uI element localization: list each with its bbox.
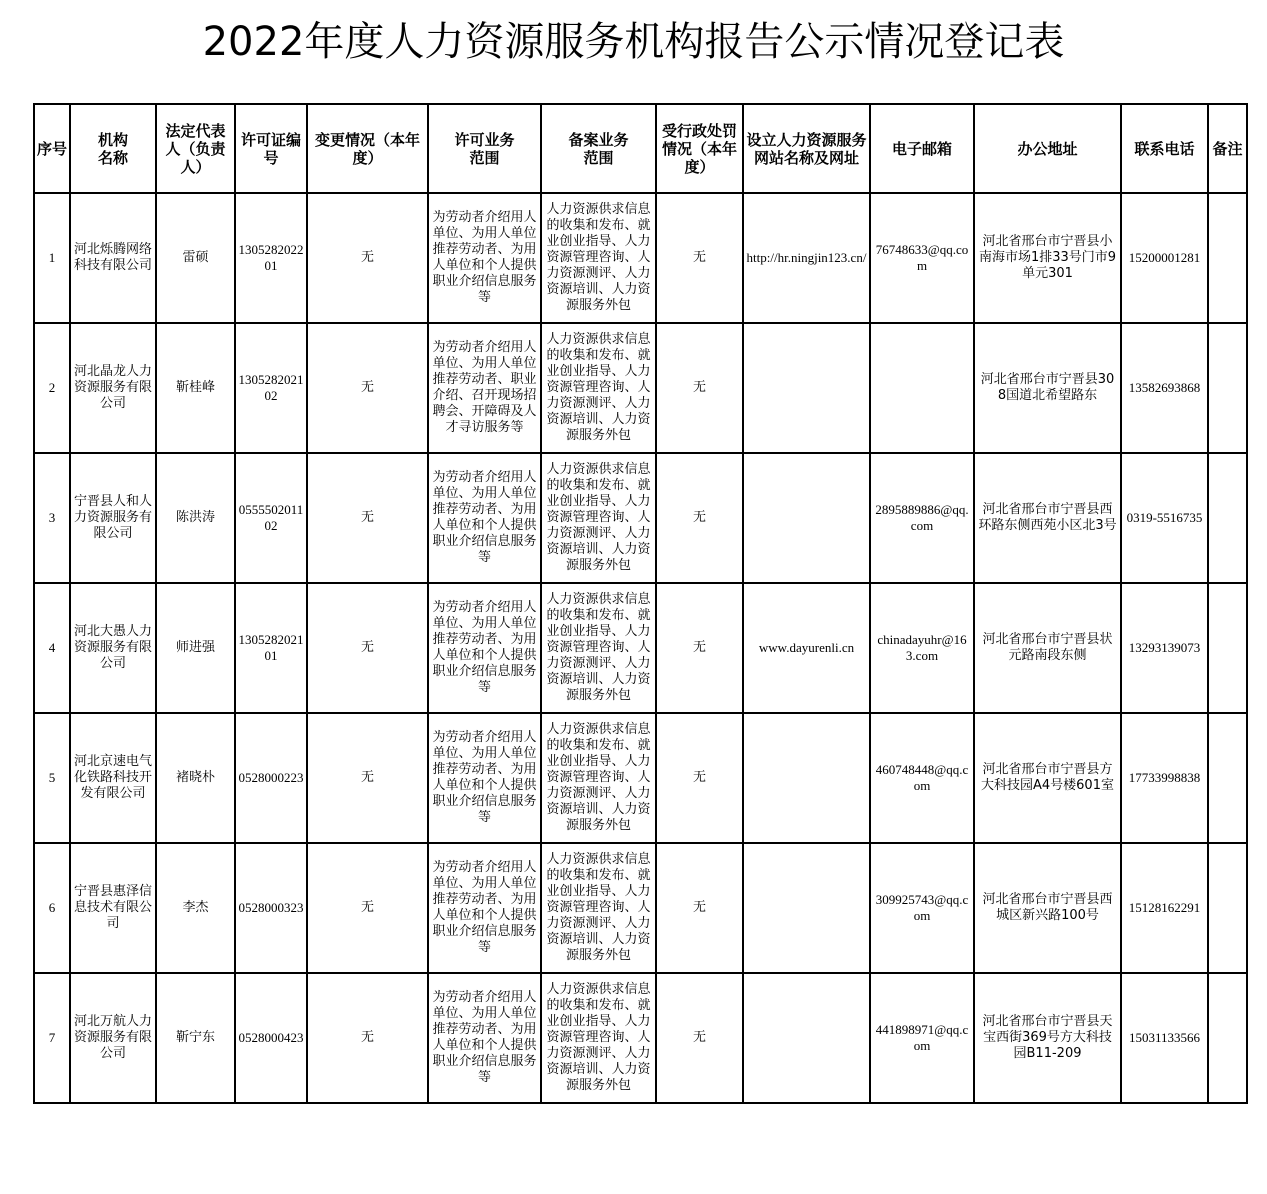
phone-cell: 0319-5516735 [1121, 453, 1208, 583]
change-cell: 无 [307, 323, 428, 453]
header-change: 变更情况（本年度） [307, 104, 428, 193]
seq-cell: 1 [34, 193, 70, 323]
website-cell: http://hr.ningjin123.cn/ [743, 193, 870, 323]
note-cell [1208, 973, 1247, 1103]
phone-cell: 13582693868 [1121, 323, 1208, 453]
note-cell [1208, 193, 1247, 323]
website-cell [743, 713, 870, 843]
license-scope-cell: 为劳动者介绍用人单位、为用人单位推荐劳动者、为用人单位和个人提供职业介绍信息服务等 [428, 193, 541, 323]
address-cell: 河北省邢台市宁晋县方大科技园A4号楼601室 [974, 713, 1121, 843]
change-cell: 无 [307, 583, 428, 713]
header-license: 许可证编号 [235, 104, 307, 193]
note-cell [1208, 713, 1247, 843]
email-cell: chinadayuhr@163.com [870, 583, 974, 713]
seq-cell: 6 [34, 843, 70, 973]
header-seq: 序号 [34, 104, 70, 193]
org-name-cell: 宁晋县人和人力资源服务有限公司 [70, 453, 156, 583]
legal-rep-cell: 褚晓朴 [156, 713, 235, 843]
license-scope-cell: 为劳动者介绍用人单位、为用人单位推荐劳动者、为用人单位和个人提供职业介绍信息服务等 [428, 583, 541, 713]
filing-scope-cell: 人力资源供求信息的收集和发布、就业创业指导、人力资源管理咨询、人力资源测评、人力资源培训、人力资源服务外包 [541, 193, 656, 323]
seq-cell: 2 [34, 323, 70, 453]
change-cell: 无 [307, 193, 428, 323]
license-scope-cell: 为劳动者介绍用人单位、为用人单位推荐劳动者、职业介绍、召开现场招聘会、开障碍及人才寻访服务等 [428, 323, 541, 453]
table-row [34, 323, 1247, 453]
website-cell [743, 973, 870, 1103]
change-cell: 无 [307, 843, 428, 973]
license-number-cell: 0528000223 [235, 713, 307, 843]
header-scope: 许可业务范围 [428, 104, 541, 193]
penalty-cell: 无 [656, 323, 743, 453]
page-title: 2022年度人力资源服务机构报告公示情况登记表 [202, 19, 1065, 65]
website-cell: www.dayurenli.cn [743, 583, 870, 713]
phone-cell: 15200001281 [1121, 193, 1208, 323]
website-cell [743, 453, 870, 583]
change-cell: 无 [307, 973, 428, 1103]
website-cell [743, 843, 870, 973]
legal-rep-cell: 靳宁东 [156, 973, 235, 1103]
license-number-cell: 130528202201 [235, 193, 307, 323]
filing-scope-cell: 人力资源供求信息的收集和发布、就业创业指导、人力资源管理咨询、人力资源测评、人力资源培训、人力资源服务外包 [541, 453, 656, 583]
header-row [34, 104, 1247, 193]
legal-rep-cell: 雷硕 [156, 193, 235, 323]
filing-scope-cell: 人力资源供求信息的收集和发布、就业创业指导、人力资源管理咨询、人力资源测评、人力资源培训、人力资源服务外包 [541, 973, 656, 1103]
table-row [34, 193, 1247, 323]
license-scope-cell: 为劳动者介绍用人单位、为用人单位推荐劳动者、为用人单位和个人提供职业介绍信息服务等 [428, 843, 541, 973]
org-name-cell: 宁晋县惠泽信息技术有限公司 [70, 843, 156, 973]
registration-table [33, 103, 1248, 1104]
seq-cell: 5 [34, 713, 70, 843]
table-row [34, 843, 1247, 973]
email-cell: 76748633@qq.com [870, 193, 974, 323]
license-number-cell: 0528000423 [235, 973, 307, 1103]
address-cell: 河北省邢台市宁晋县小南海市场1排33号门市9单元301 [974, 193, 1121, 323]
penalty-cell: 无 [656, 713, 743, 843]
penalty-cell: 无 [656, 843, 743, 973]
address-cell: 河北省邢台市宁晋县西城区新兴路100号 [974, 843, 1121, 973]
license-scope-cell: 为劳动者介绍用人单位、为用人单位推荐劳动者、为用人单位和个人提供职业介绍信息服务等 [428, 453, 541, 583]
note-cell [1208, 843, 1247, 973]
org-name-cell: 河北烁腾网络科技有限公司 [70, 193, 156, 323]
table-row [34, 973, 1247, 1103]
header-filing: 备案业务范围 [541, 104, 656, 193]
phone-cell: 15128162291 [1121, 843, 1208, 973]
org-name-cell: 河北大愚人力资源服务有限公司 [70, 583, 156, 713]
header-legal: 法定代表人（负责人） [156, 104, 235, 193]
org-name-cell: 河北京速电气化铁路科技开发有限公司 [70, 713, 156, 843]
email-cell: 441898971@qq.com [870, 973, 974, 1103]
penalty-cell: 无 [656, 583, 743, 713]
address-cell: 河北省邢台市宁晋县308国道北希望路东 [974, 323, 1121, 453]
header-org: 机构 名称 [70, 104, 156, 193]
license-number-cell: 0528000323 [235, 843, 307, 973]
license-number-cell: 130528202101 [235, 583, 307, 713]
table-row [34, 453, 1247, 583]
license-scope-cell: 为劳动者介绍用人单位、为用人单位推荐劳动者、为用人单位和个人提供职业介绍信息服务等 [428, 973, 541, 1103]
header-penalty: 受行政处罚情况（本年度） [656, 104, 743, 193]
phone-cell: 15031133566 [1121, 973, 1208, 1103]
table-row [34, 713, 1247, 843]
change-cell: 无 [307, 713, 428, 843]
seq-cell: 7 [34, 973, 70, 1103]
header-email: 电子邮箱 [870, 104, 974, 193]
phone-cell: 13293139073 [1121, 583, 1208, 713]
penalty-cell: 无 [656, 453, 743, 583]
website-cell [743, 323, 870, 453]
table-row [34, 583, 1247, 713]
header-phone: 联系电话 [1121, 104, 1208, 193]
penalty-cell: 无 [656, 193, 743, 323]
email-cell [870, 323, 974, 453]
change-cell: 无 [307, 453, 428, 583]
note-cell [1208, 453, 1247, 583]
email-cell: 460748448@qq.com [870, 713, 974, 843]
legal-rep-cell: 李杰 [156, 843, 235, 973]
note-cell [1208, 323, 1247, 453]
penalty-cell: 无 [656, 973, 743, 1103]
license-number-cell: 130528202102 [235, 323, 307, 453]
filing-scope-cell: 人力资源供求信息的收集和发布、就业创业指导、人力资源管理咨询、人力资源测评、人力资源培训、人力资源服务外包 [541, 583, 656, 713]
email-cell: 309925743@qq.com [870, 843, 974, 973]
seq-cell: 3 [34, 453, 70, 583]
org-name-cell: 河北晶龙人力资源服务有限公司 [70, 323, 156, 453]
license-scope-cell: 为劳动者介绍用人单位、为用人单位推荐劳动者、为用人单位和个人提供职业介绍信息服务等 [428, 713, 541, 843]
legal-rep-cell: 师进强 [156, 583, 235, 713]
filing-scope-cell: 人力资源供求信息的收集和发布、就业创业指导、人力资源管理咨询、人力资源测评、人力资源培训、人力资源服务外包 [541, 843, 656, 973]
header-note: 备注 [1208, 104, 1247, 193]
filing-scope-cell: 人力资源供求信息的收集和发布、就业创业指导、人力资源管理咨询、人力资源测评、人力资源培训、人力资源服务外包 [541, 713, 656, 843]
address-cell: 河北省邢台市宁晋县天宝西街369号方大科技园B11-209 [974, 973, 1121, 1103]
address-cell: 河北省邢台市宁晋县西环路东侧西苑小区北3号 [974, 453, 1121, 583]
email-cell: 2895889886@qq.com [870, 453, 974, 583]
phone-cell: 17733998838 [1121, 713, 1208, 843]
filing-scope-cell: 人力资源供求信息的收集和发布、就业创业指导、人力资源管理咨询、人力资源测评、人力资源培训、人力资源服务外包 [541, 323, 656, 453]
seq-cell: 4 [34, 583, 70, 713]
header-website: 设立人力资源服务网站名称及网址 [743, 104, 870, 193]
header-address: 办公地址 [974, 104, 1121, 193]
legal-rep-cell: 陈洪涛 [156, 453, 235, 583]
license-number-cell: 055550201102 [235, 453, 307, 583]
note-cell [1208, 583, 1247, 713]
org-name-cell: 河北万航人力资源服务有限公司 [70, 973, 156, 1103]
legal-rep-cell: 靳桂峰 [156, 323, 235, 453]
address-cell: 河北省邢台市宁晋县状元路南段东侧 [974, 583, 1121, 713]
